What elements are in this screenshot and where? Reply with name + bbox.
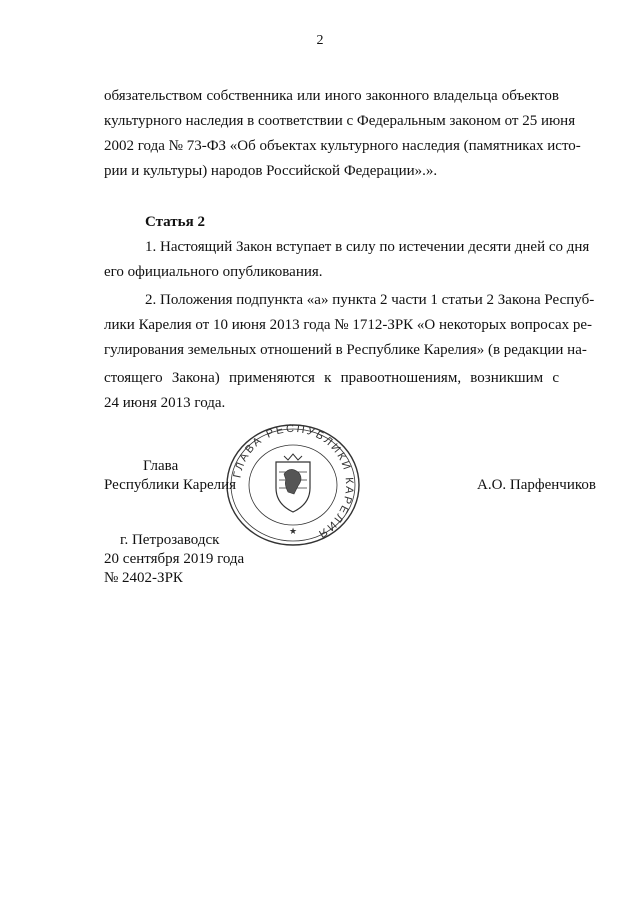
paragraph3-line-2: лики Карелия от 10 июня 2013 года № 1712-ЗРК «О некоторых вопросах ре-: [104, 317, 592, 333]
signature-title-line-2: Республики Карелия: [104, 477, 237, 493]
paragraph2-line-2: его официального опубликования.: [104, 264, 323, 280]
paragraph1-line-1: обязательством собственника или иного законного владельца объектов: [104, 88, 559, 104]
footer-city: г. Петрозаводск: [120, 532, 220, 548]
footer-law-number: № 2402-ЗРК: [104, 570, 183, 586]
footer-date: 20 сентября 2019 года: [104, 551, 245, 567]
paragraph1-line-2: культурного наследия в соответствии с Федеральным законом от 25 июня: [104, 113, 576, 129]
signature-title-line-1: Глава: [143, 458, 179, 474]
paragraph3-line-5: 24 июня 2013 года.: [104, 395, 226, 411]
signatory-name: А.О. Парфенчиков: [477, 477, 596, 493]
svg-text:★: ★: [288, 527, 298, 537]
paragraph2-line-1: 1. Настоящий Закон вступает в силу по истечении десяти дней со дня: [145, 239, 590, 255]
page-number: 2: [316, 33, 324, 48]
coat-of-arms-icon: [276, 454, 310, 512]
paragraph3-line-1: 2. Положения подпункта «а» пункта 2 части 1 статьи 2 Закона Респуб-: [145, 292, 595, 308]
paragraph1-line-4: рии и культуры) народов Российской Федерации».».: [104, 163, 438, 179]
paragraph3-line-4: стоящего Закона) применяются к правоотношениям, возникшим с: [104, 370, 559, 386]
seal-text: ГЛАВА РЕСПУБЛИКИ КАРЕЛИЯ: [231, 422, 356, 541]
paragraph3-line-3: гулирования земельных отношений в Республике Карелия» (в редакции на-: [104, 342, 587, 358]
article-heading: Статья 2: [145, 214, 205, 230]
official-seal: [224, 422, 362, 548]
paragraph1-line-3: 2002 года № 73-ФЗ «Об объектах культурного наследия (памятниках исто-: [104, 138, 581, 154]
